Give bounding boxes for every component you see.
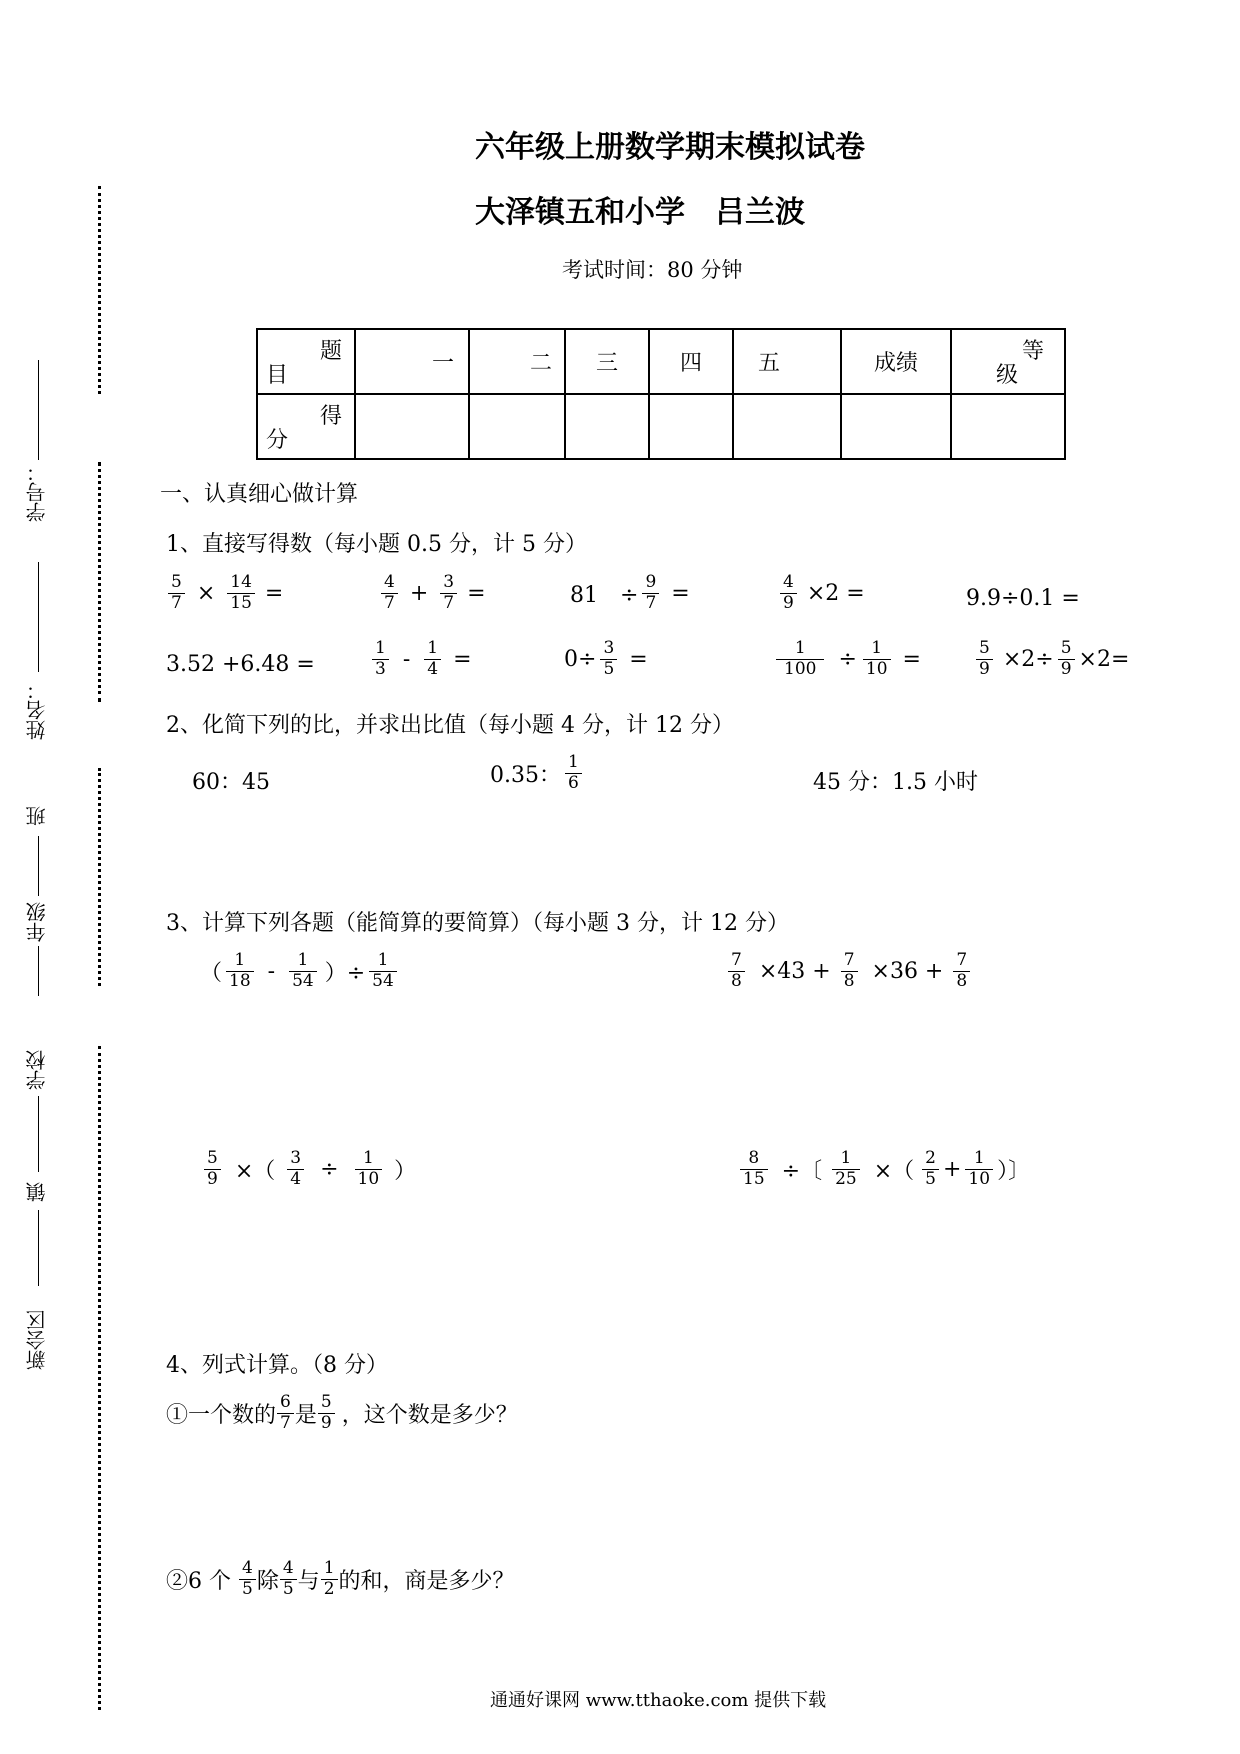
score-cell-total[interactable] <box>841 394 951 459</box>
q1-r2-d: $\frac{1}{100}$ ÷ $\frac{1}{10}$ = <box>772 640 921 679</box>
score-table-score-row <box>257 394 1065 459</box>
q4-title: 4、列式计算。（8 分） <box>166 1353 388 1378</box>
exam-time: 考试时间：80 分钟 <box>562 258 743 282</box>
q1-title: 1、直接写得数（每小题 0.5 分，计 5 分） <box>166 532 587 557</box>
q1-r2-e: $\frac{5}{9}$ ×2÷ $\frac{5}{9}$ ×2= <box>972 640 1129 679</box>
score-table <box>256 328 1066 460</box>
q4-p2: ②6 个 $\frac{4}{5}$ 除 $\frac{4}{5}$ 与 $\frac{1}{2}$ 的和，商是多少？ <box>166 1558 515 1599</box>
q1-r1-d: $\frac{4}{9}$ ×2 = <box>776 574 865 613</box>
q2-b: 0.35： $\frac{1}{6}$ <box>490 754 586 793</box>
binding-dotted-line-4 <box>98 1046 101 1710</box>
grade-blank <box>38 946 39 996</box>
score-cell-1[interactable] <box>355 394 469 459</box>
col-header-5: 五 <box>733 329 841 394</box>
q1-r1-e: 9.9÷0.1 = <box>966 586 1080 611</box>
name-blank <box>38 562 39 672</box>
score-table-header-row <box>257 329 1065 394</box>
footer-credit: 通通好课网 www.tthaoke.com 提供下载 <box>490 1690 827 1711</box>
town-blank <box>38 1210 39 1286</box>
school-label: 学校 <box>25 1050 49 1090</box>
q3-c: $\frac{5}{9}$ ×（ $\frac{3}{4}$ ÷ $\frac{1}{10}$ ） <box>200 1150 416 1189</box>
score-cell-grade[interactable] <box>951 394 1065 459</box>
q3-d: $\frac{8}{15}$ ÷〔 $\frac{1}{25}$ ×（ $\frac{2}{5}$ + $\frac{1}{10}$ ）〕 <box>736 1150 1030 1189</box>
grade-bottom-text: 级 <box>996 363 1019 388</box>
q1-r2-a: 3.52 +6.48 = <box>166 652 315 677</box>
q2-title: 2、化简下列的比，并求出比值（每小题 4 分，计 12 分） <box>166 713 734 738</box>
score-cell-5[interactable] <box>733 394 841 459</box>
corner-cell-score <box>257 394 355 459</box>
district-label: 新会区 <box>25 1310 49 1370</box>
score-corner-top-text: 得 <box>319 404 342 429</box>
q3-title: 3、计算下列各题（能简算的要简算）（每小题 3 分，计 12 分） <box>166 911 789 936</box>
binding-dotted-line-3 <box>98 768 101 986</box>
col-header-2: 二 <box>469 329 565 394</box>
binding-dotted-line-2 <box>98 462 101 702</box>
name-label: 姓名： <box>25 680 49 740</box>
q3-b: $\frac{7}{8}$ ×43 + $\frac{7}{8}$ ×36 + $\frac{7}{8}$ <box>724 952 974 991</box>
q1-r1-b: $\frac{4}{7}$ + $\frac{3}{7}$ = <box>377 574 486 613</box>
q4-p1: ①一个数的 $\frac{6}{7}$ 是 $\frac{5}{9}$ ，这个数是多少？ <box>166 1392 518 1433</box>
class-blank <box>38 836 39 896</box>
class-label: 班 <box>25 806 49 826</box>
score-cell-3[interactable] <box>565 394 649 459</box>
binding-dotted-line-1 <box>98 186 101 394</box>
q1-r2-b: $\frac{1}{3}$ - $\frac{1}{4}$ = <box>368 640 472 679</box>
col-header-1: 一 <box>355 329 469 394</box>
score-cell-2[interactable] <box>469 394 565 459</box>
score-corner-bottom-text: 分 <box>266 428 289 453</box>
grade-label: 年级 <box>25 902 49 942</box>
student-no-label: 学号： <box>25 462 49 522</box>
col-header-3: 三 <box>565 329 649 394</box>
exam-subtitle: 大泽镇五和小学 吕兰波 <box>475 195 805 230</box>
q1-r2-c: 0÷ $\frac{3}{5}$ = <box>564 638 648 679</box>
exam-title: 六年级上册数学期末模拟试卷 <box>475 130 865 165</box>
q1-r1-a: $\frac{5}{7}$ × $\frac{14}{15}$ = <box>164 574 283 613</box>
q2-a: 60：45 <box>192 770 270 795</box>
grade-top-text: 等 <box>1021 339 1044 364</box>
town-label: 镇 <box>25 1182 49 1202</box>
section1-heading: 一、认真细心做计算 <box>160 482 359 507</box>
q2-c: 45 分：1.5 小时 <box>813 770 978 795</box>
student-no-blank <box>38 360 39 460</box>
corner-bottom-text: 目 <box>266 363 289 388</box>
school-blank <box>38 1096 39 1172</box>
corner-top-text: 题 <box>319 339 342 364</box>
corner-cell-question <box>257 329 355 394</box>
grade-header-cell <box>951 329 1065 394</box>
score-cell-4[interactable] <box>649 394 733 459</box>
q1-r1-c: 81 ÷ $\frac{9}{7}$ = <box>570 572 690 613</box>
q3-a: （ $\frac{1}{18}$ - $\frac{1}{54}$ ）÷ $\frac{1}{54}$ <box>200 952 401 991</box>
col-header-4: 四 <box>649 329 733 394</box>
col-header-total: 成绩 <box>841 329 951 394</box>
